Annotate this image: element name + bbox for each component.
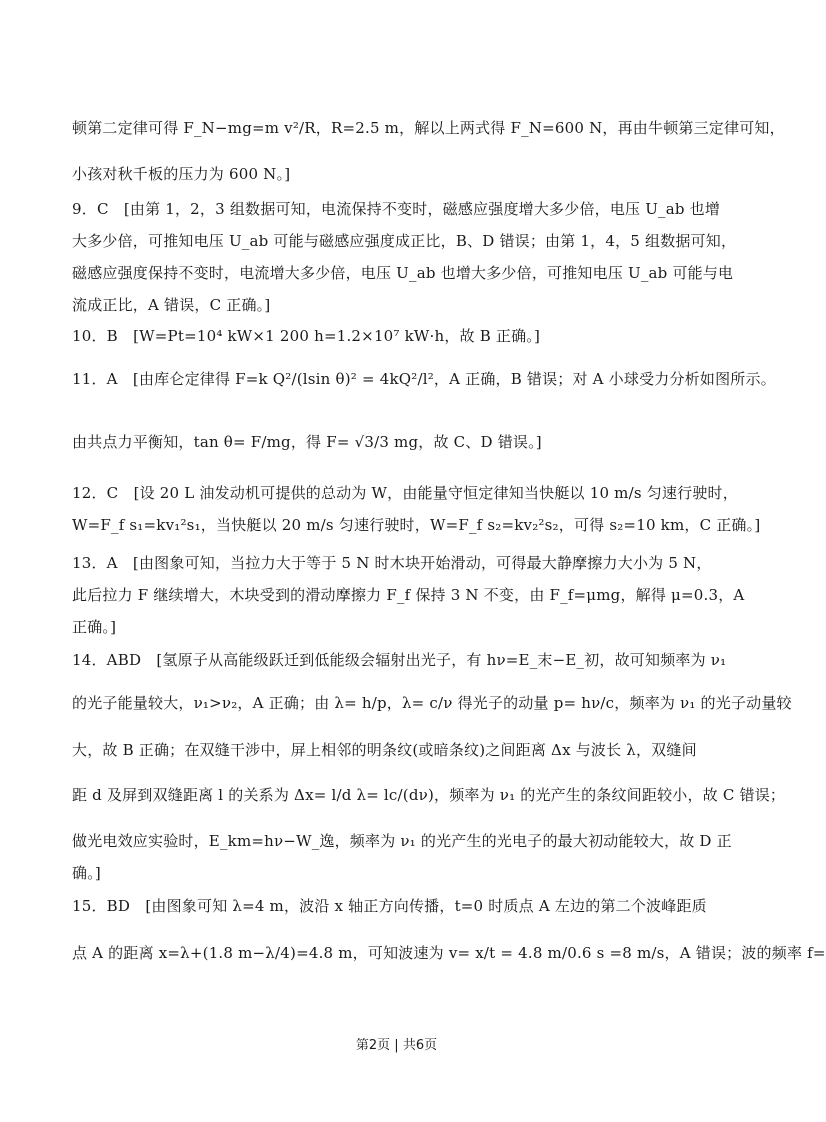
text-line: 14．ABD [氢原子从高能级跃迁到低能级会辐射出光子，有 hν=E_末−E_初，故可知频率为 ν₁ (72, 651, 727, 669)
text-line: 做光电效应实验时，E_km=hν−W_逸，频率为 ν₁ 的光产生的光电子的最大初动能较大，故 D 正 (72, 832, 732, 850)
text-line: W=F_f s₁=kv₁²s₁，当快艇以 20 m/s 匀速行驶时，W=F_f s₂=kv₂²s₂，可得 s₂=10 km，C 正确。] (72, 516, 761, 534)
text-line: 大，故 B 正确；在双缝干涉中，屏上相邻的明条纹(或暗条纹)之间距离 Δx 与波长 λ，双缝间 (72, 741, 697, 759)
text-line: 磁感应强度保持不变时，电流增大多少倍，电压 U_ab 也增大多少倍，可推知电压 U_ab 可能与电 (72, 264, 734, 282)
text-line: 小孩对秋千板的压力为 600 N。] (72, 165, 291, 183)
text-line: 顿第二定律可得 F_N−mg=m v²/R，R=2.5 m，解以上两式得 F_N=600 N，再由牛顿第三定律可知， (72, 119, 785, 137)
text-line: 的光子能量较大，ν₁>ν₂，A 正确；由 λ= h/p，λ= c/ν 得光子的动量 p= hν/c，频率为 ν₁ 的光子动量较 (72, 694, 792, 712)
text-line: 流成正比，A 错误，C 正确。] (72, 296, 271, 314)
text-line: 9．C [由第 1，2，3 组数据可知，电流保持不变时，磁感应强度增大多少倍，电压 U_ab 也增 (72, 200, 721, 218)
text-line: 确。] (72, 864, 101, 882)
text-line: 13．A [由图象可知，当拉力大于等于 5 N 时木块开始滑动，可得最大静摩擦力大小为 5 N， (72, 554, 712, 572)
text-line: 点 A 的距离 x=λ+(1.8 m−λ/4)=4.8 m，可知波速为 v= x/t = 4.8 m/0.6 s =8 m/s，A 错误；波的频率 f= (72, 944, 826, 962)
text-line: 大多少倍，可推知电压 U_ab 可能与磁感应强度成正比，B、D 错误；由第 1，4，5 组数据可知， (72, 232, 737, 250)
text-line: 12．C [设 20 L 油发动机可提供的总动为 W，由能量守恒定律知当快艇以 10 m/s 匀速行驶时， (72, 484, 738, 502)
text-line: 10．B [W=Pt=10⁴ kW×1 200 h=1.2×10⁷ kW·h，故 B 正确。] (72, 327, 541, 345)
text-line: 11．A [由库仑定律得 F=k Q²/(lsin θ)² = 4kQ²/l²，A 正确，B 错误；对 A 小球受力分析如图所示。 (72, 370, 776, 388)
text-line: 由共点力平衡知，tan θ= F/mg，得 F= √3/3 mg，故 C、D 错误。] (72, 433, 542, 451)
text-line: 正确。] (72, 618, 117, 636)
text-line: 15．BD [由图象可知 λ=4 m，波沿 x 轴正方向传播，t=0 时质点 A 左边的第二个波峰距质 (72, 897, 707, 915)
text-line: 此后拉力 F 继续增大，木块受到的滑动摩擦力 F_f 保持 3 N 不变，由 F_f=μmg，解得 μ=0.3，A (72, 586, 745, 604)
page-footer: 第2页 | 共6页 (355, 1038, 438, 1053)
text-line: 距 d 及屏到双缝距离 l 的关系为 Δx= l/d λ= lc/(dν)，频率为 ν₁ 的光产生的条纹间距较小，故 C 错误； (72, 786, 786, 804)
